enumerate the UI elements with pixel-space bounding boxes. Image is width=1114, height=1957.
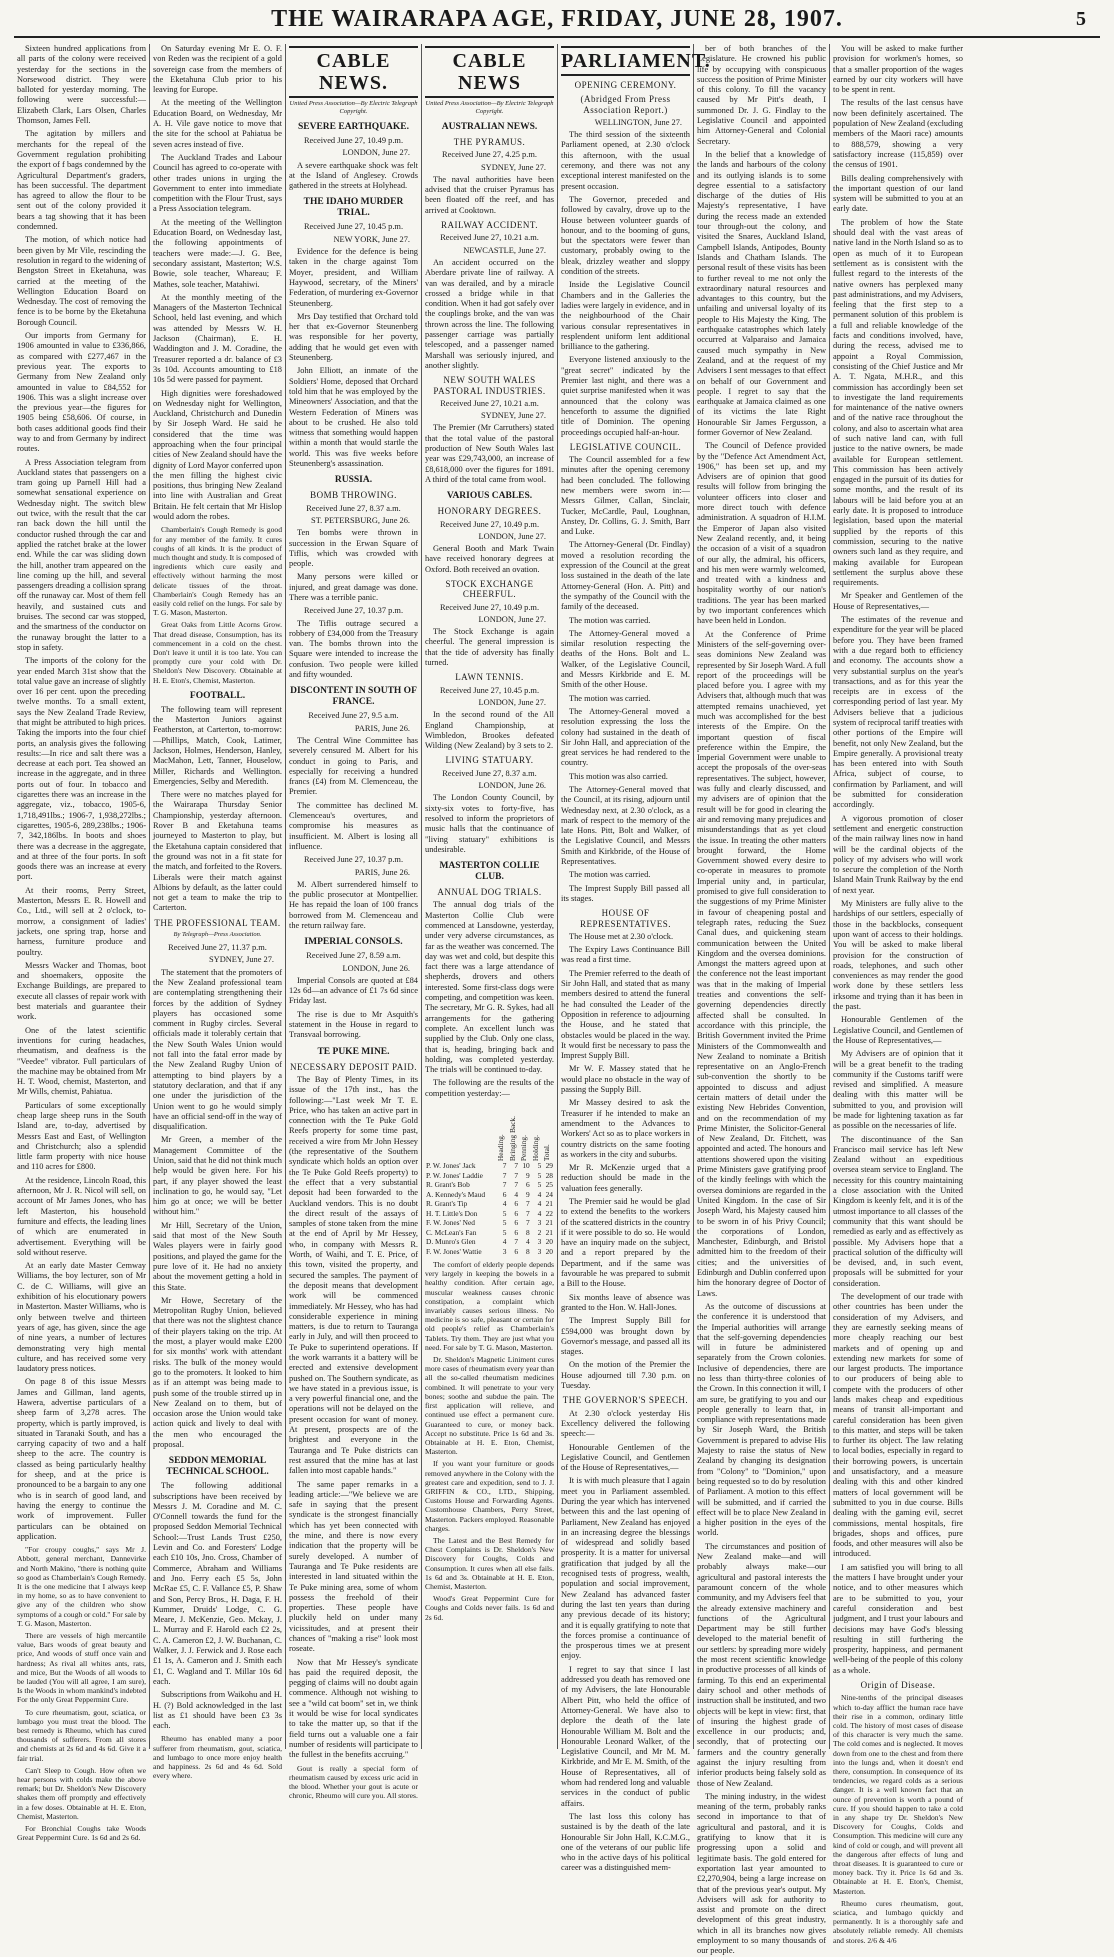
article-subheading: STOCK EXCHANGE CHEERFUL. xyxy=(445,578,534,600)
section-banner: CABLE NEWS. xyxy=(289,46,418,98)
table-row xyxy=(425,1190,554,1200)
article-paragraph: The Central Wine Committee has severely censured M. Albert for his conduct in going to Paris, and especially for receiving a hundred francs (£4) from M. Clemenceau, the Premier. xyxy=(289,735,418,797)
article-subheading: ANNUAL DOG TRIALS. xyxy=(437,887,542,898)
received-dateline: Received June 27, 8.37 a.m. xyxy=(442,768,537,778)
received-dateline: Received June 27, 8.59 a.m. xyxy=(306,951,401,961)
section-heading: RUSSIA. xyxy=(334,475,373,486)
score-cell: 4 xyxy=(502,1199,507,1209)
dog-name-cell: R. Grant's Tip xyxy=(426,1199,468,1209)
article-subheading: HONORARY DEGREES. xyxy=(437,506,542,517)
score-cell: 3 xyxy=(537,1237,542,1247)
score-cell: 7 xyxy=(502,1170,507,1180)
article-paragraph: General Booth and Mark Twain have received honorary degrees at Oxford. Both received an ovation. xyxy=(425,544,554,574)
article-paragraph: The Governor, preceded and followed by cavalry, drove up to the House between volunteer guards of honour, and to the booming of guns, but the spectators were fewer than customary, probably owing to the bleak, drizzley weather and sloppy condition of the streets. xyxy=(561,194,690,277)
dog-name-cell: A. Kennedy's Maud xyxy=(426,1189,486,1199)
received-dateline: Received June 27, 10.45 p.m. xyxy=(303,222,404,232)
received-dateline: Received June 27, 4.25 p.m. xyxy=(442,150,537,160)
article-paragraph: At an early date Master Cemway Williams, the boy lecturer, son of Mr C. de C. Williams, will give an exhibition of his elocutionary powers in Masterton. Master Williams, who is only between twelve and thirteen years of age, has given, since the age of nine years, a number of lectures demonstrating very high mental culture, and has received some very laudatory press notices. xyxy=(17,1261,146,1374)
article-subheading: HOUSE OF REPRESENTATIVES. xyxy=(579,908,672,929)
score-cell: 6 xyxy=(514,1227,519,1237)
article-paragraph: The Expiry Laws Continuance Bill was read a first time. xyxy=(561,945,690,965)
score-cell: 3 xyxy=(502,1246,507,1256)
received-dateline: Received June 27, 10.21 a.m. xyxy=(440,398,539,408)
column-5 xyxy=(558,44,711,1873)
article-paragraph: Honourable Gentlemen of the Legislative Council, and Gentlemen of the House of Representatives,— xyxy=(561,1442,690,1473)
article-paragraph: The motion was carried. xyxy=(569,693,651,703)
advertisement: For Bronchial Coughs take Woods Great Peppermint Cure. 1s 6d and 2s 6d. xyxy=(17,1824,146,1843)
column-1 xyxy=(14,44,150,1843)
score-cell: 7 xyxy=(526,1218,530,1228)
article-paragraph: The Council assembled for a few minutes after the opening ceremony had been concluded. The following new members were sworn in:—Messrs Gilmer, Callan, Sinclair, Tucker, McCardle, Paul, Loughnan, Anstey, Dr. Collins, G. J. Smith, Barr and Luke. xyxy=(561,455,690,537)
dog-name-cell: C. McLean's Fan xyxy=(426,1227,477,1237)
score-cell: 6 xyxy=(514,1218,519,1228)
column-6 xyxy=(694,44,830,1956)
article-paragraph: At the meeting of the Wellington Education Board, on Wednesday, Mr A. H. Vile gave notice to move that the site for the school at Pahiatua be seven acres instead of five. xyxy=(153,98,282,149)
article-paragraph: The discontinuance of the San Francisco mail service has left New Zealand without an expeditious oversea steam service to England. The necessity for this country maintaining a close association with the United Kingdom is keenly felt, and it is of the utmost importance to all classes of the community that this want should be remedied as early and as effectively as possible. My Advisers hope that a practical solution of the difficulty will be devised, and, in such event, proposals will be submitted for your consideration. xyxy=(833,1134,963,1288)
article-paragraph: The Premier referred to the death of Sir John Hall, and stated that as many members desired to attend the funeral he had consulted the Leader of the Opposition in reference to adjourning the House, and he stated that obstacles would be placed in the way. It would first be necessary to pass the Imprest Supply Bill. xyxy=(561,968,690,1061)
article-paragraph: The imports of the colony for the year ended March 31st show that the total value gave an increase of slightly over 16 per cent. upon the preceding twelve months. To a small extent, says the New Zealand Trade Review, that might be attributed to high prices. Taking the imports into the four chief ports, an analysis gives the following results:—In rice and salt there was a decrease at each port. Tea showed an increase in the aggregate, and in three ports out of four. In tobacco and cigarettes there was an increase in the aggregate, viz., tobacco, 1905-6, 1,718,491lbs.; 1906-7, 1,938,272lbs.; cigarettes, 1905-6, 289,238lbs.; 1906-7, 342,186lbs. In boots and shoes there was a decrease in the aggregate, and at three of the four ports. In soft goods there was an increase at every port. xyxy=(17,656,146,882)
page-number: 5 xyxy=(1076,8,1086,30)
table-row xyxy=(425,1228,554,1238)
dog-name-cell: P. W. Jones' Laddie xyxy=(426,1170,483,1180)
article-paragraph: The last loss this colony has sustained is by the death of the late Honourable Sir John Hall, K.C.M.G., one of the veterans of our public life who in the active days of his political career was a distinguished mem- xyxy=(561,1811,690,1873)
article-paragraph: Sixteen hundred applications from all parts of the colony were received yesterday for the sections in the Norsewood district. They were balloted for yesterday morning. The following were successful:—Elizabeth Clark, Lars Olsen, Charles Thomson, James Fell. xyxy=(17,44,146,126)
article-paragraph: At 2.30 o'clock yesterday His Excellency delivered the following speech:— xyxy=(561,1408,690,1439)
article-paragraph: As the outcome of discussions at the conference it is understood that the Imperial authorities will arrange that the self-governing dependencies will in future be administered separately from the Crown colonies. Inclusive of dependencies, there are no less than thirty-three colonies of the Crown. In this connection it will, I am sure, be gratifying to you and our people generally to learn that, in compliance with representations made by Sir Joseph Ward, the British Government is prepared to advise His Majesty to raise the status of New Zealand by changing its designation from "Colony" to "Dominion," upon being requested so to do by resolution of Parliament. A motion to this effect will be submitted, and if carried the effect will be to place New Zealand in a higher position in the eyes of the world. xyxy=(697,1301,826,1538)
score-cell: 7 xyxy=(514,1161,519,1171)
place-dateline: WELLINGTON, June 27. xyxy=(594,117,682,127)
article-paragraph: M. Albert surrendered himself to the public prosecutor at Montpellier. He has repaid the loan of 100 francs borrowed from M. Clemenceau and the return railway fare. xyxy=(289,879,418,930)
article-paragraph: Subscriptions from Waikohu and H. H. (?) Bold acknowledged in the last list as £1 should have been £3 3s each. xyxy=(153,1690,282,1731)
article-paragraph: ber of both branches of the Legislature. He crowned his public life by occupying with conspicuous success the position of Prime Minister of this colony. To fill the vacancy caused by Mr Pitt's death, I summoned Dr. J. G. Findlay to the Legislative Council and appointed him Attorney-General and Colonial Secretary. xyxy=(697,44,826,146)
score-cell: 5 xyxy=(502,1218,507,1228)
masthead xyxy=(0,0,1114,38)
score-cell: 5 xyxy=(537,1161,542,1171)
article-paragraph: The naval authorities have been advised that the cruiser Pyramus has been floated off the reef, and has arrived at Cooktown. xyxy=(425,174,554,215)
score-cell: 7 xyxy=(514,1237,519,1247)
score-cell: 6 xyxy=(502,1189,507,1199)
score-cell: 20 xyxy=(545,1246,553,1256)
article-paragraph: Our imports from Germany for 1906 amounted in value to £336,866, as compared with £277,467 in the previous year. The exports to Germany from New Zealand only amounted in value to £84,552 for 1906. This was a slight increase over the previous year—the figures for 1905 being £58,606. Of course, in both cases additional goods find their way to and from Germany by indirect routes. xyxy=(17,331,146,454)
article-paragraph: John Elliott, an inmate of the Soldiers' Home, deposed that Orchard told him that he was employed by the Mineowners' Association, and that the Western Federation of Miners was about to be crushed. He also told witness that something would happen within a month that would startle the world. This was five weeks before Steunenberg's assassination. xyxy=(289,366,418,469)
score-cell: 20 xyxy=(545,1237,553,1247)
score-cell: 6 xyxy=(514,1199,519,1209)
table-row xyxy=(425,1218,554,1228)
article-paragraph: There were no matches played for the Wairarapa Thursday Senior Championship, yesterday afternoon. Rover B and Eketahuna teams journeyed to Masterton to play, but the Eketahuna captain considered that the ground was not in a fit state for the match, and forfeited to the Rovers. Liberals were their match against Albions by default, as the latter could not get a team to make the trip to Carterton. xyxy=(153,790,282,913)
article-paragraph: The Attorney-General moved a resolution expressing the loss the colony had sustained in the death of Sir John Hall, and appreciation of the great services he had rendered to the country. xyxy=(561,706,690,768)
place-dateline: LONDON, June 27. xyxy=(478,697,546,707)
received-dateline: Received June 27, 10.37 p.m. xyxy=(303,606,404,616)
score-cell: 5 xyxy=(537,1170,542,1180)
article-paragraph: The committee has declined M. Clemenceau's overtures, and compromise his measures as insufficient. M. Albert is losing all influence. xyxy=(289,800,418,851)
article-subheading: THE PROFESSIONAL TEAM. xyxy=(154,917,281,928)
article-paragraph: The House met at 2.30 o'clock. xyxy=(569,931,674,941)
article-paragraph: At the meeting of the Wellington Education Board, on Wednesday last, the following appointments of teachers were made:—J. G. Bee, secondary assistant, Masterton; W.S. Bowie, sole teacher, Whareau; F. Mathes, sole teacher, Matahiwi. xyxy=(153,217,282,289)
table-row xyxy=(425,1199,554,1209)
table-row xyxy=(425,1161,554,1171)
article-paragraph: Ten bombs were thrown in succession in the Erwan Square of Tiflis, which was crowded with people. xyxy=(289,528,418,569)
section-heading: TE PUKE MINE. xyxy=(317,1046,390,1057)
article-paragraph: Imperial Consols are quoted at £84 12s 6d—an advance of £1 7s 6d since Friday last. xyxy=(289,975,418,1006)
article-paragraph: At the Conference of Prime Ministers of the self-governing over-seas dominions New Zealand was represented by Sir Joseph Ward. A full report of the proceedings will be placed before you. I agree with my Advisers that, although much that was attempted remains unachieved, yet much was accomplished for the best interests of the Empire. On the important question of fiscal preference within the Empire, the Imperial Government were unable to accept the proposals of the over-seas representatives. The subject, however, was fully and clearly discussed, and my advisers are of opinion that the result will be for good in clearing the air and removing many prejudices and misunderstandings that as yet cloud the issue. In treating the other matters brought forward, the Home Government showed every desire to co-operate in measures to promote Imperial unity and, in particular, promised to give full consideration to the suggestions of my Prime Minister in favour of cheapening postal and telegraph rates, reducing the Suez Canal dues, and quickening steam communication between the United Kingdom and the oversea dominions. Amongst the matters agreed upon at the conference not the least important was that in the making of Imperial treaties and conventions the self-governing dependencies directly affected shall be consulted. In accordance with this principle, the British Government invited the Prime Ministers of the Commonwealth and New Zealand to nominate a British representative on an Anglo-French sub-convention the shortly to be appointed to discuss and adjust certain matters of detail under the existing New Hebrides Convention, and on the recommendation of my Prime Minister, the Solicitor-General of New Zealand, Dr. Fitchett, was appointed and acted. The honours and attentions showered upon the visiting Prime Ministers gave gratifying proof of the kindly feelings with which the oversea dominions are regarded in the United Kingdom. In the case of Sir Joseph Ward, his Majesty caused him to be sworn in of his Privy Council; the corporations of London, Manchester, Edinburgh, and Bristol admitted him to the freedom of their cities; and the universities of Edinburgh and Dublin conferred upon him the honorary degree of Doctor of Laws. xyxy=(697,629,826,1298)
place-dateline: SYDNEY, June 27. xyxy=(481,162,546,172)
article-paragraph: The Council of Defence provided by the "Defence Act Amendment Act, 1906," has been set up, and my Advisers are of opinion that good results will follow from bringing the volunteer officers into closer and more direct touch with defence administration. A squadron of H.I.M. the Emperor of Japan also visited New Zealand recently, and, it being the occasion of a visit of a squadron of our ally, the admiral, his officers, and his men were warmly welcomed, and treated with a kindness and hospitality worthy of our nation's traditions. The year has been marked by two important conferences which have been held in London. xyxy=(697,441,826,626)
place-dateline: NEW YORK, June 27. xyxy=(333,234,410,244)
section-heading: SEDDON MEMORIAL TECHNICAL SCHOOL. xyxy=(166,1456,269,1478)
article-paragraph: Mr Hill, Secretary of the Union, said that most of the New South Wales players were in fairly good positions, and played the game for the pure love of it. He had no anxiety about the movement getting a hold in this State. xyxy=(153,1220,282,1292)
column-3 xyxy=(286,44,422,1801)
article-paragraph: High dignities were foreshadowed on Wednesday night for Wellington, Auckland, Christchurch and Dunedin by Sir Joseph Ward. He said he considered that the time was approaching when the four principal cities of New Zealand should have the dignity of Lord Mayor conferred upon the men filling the highest civic positions, thus bringing New Zealand into line with Australian and Great Britain. He felt certain that Mr Hislop would adorn the robes. xyxy=(153,388,282,522)
article-paragraph: The Premier said he would be glad to extend the benefits to the workers of the scattered districts in the country if it were possible to do so. He would have an inquiry made on the subject, and a report prepared by the Department, and if the same was favourable he was prepared to submit a Bill to the House. xyxy=(561,1196,690,1289)
received-dateline: Received June 27, 10.37 p.m. xyxy=(303,855,404,865)
article-paragraph: At the residence, Lincoln Road, this afternoon, Mr J. R. Nicol will sell, on account of Mr James Jones, who has left Masterton, his household furniture and effects, the leading lines of which are enumerated in advertisement. Everything will be sold without reserve. xyxy=(17,1175,146,1257)
advertisement: The comfort of elderly people depends very largely in keeping the bowels in a healthy condition. After certain age, muscular weakness causes chronic constipation, a complaint which invariably causes serious illness. No medicine is so safe, pleasant or certain for old people's relief as Chamberlain's Tablets. Try them. They are just what you need. For sale by T. G. Mason, Masterton. xyxy=(425,1260,554,1352)
article-paragraph: Mrs Day testified that Orchard told her that ex-Governor Steunenberg was responsible for her poverty, adding that he would get even with Steunenberg. xyxy=(289,311,418,363)
score-cell: 7 xyxy=(526,1199,530,1209)
section-heading: VARIOUS CABLES. xyxy=(446,491,533,502)
dog-name-cell: F. W. Jones' Ned xyxy=(426,1218,475,1228)
section-heading: FOOTBALL. xyxy=(189,690,246,701)
masthead-rule xyxy=(14,36,1100,38)
table-header: Total. xyxy=(542,1143,552,1161)
article-paragraph: The following team will represent the Masterton Juniors against Featherston, at Carterton, to-morrow:—Phillips, Match, Cook, Latimer, Jackson, Holmes, Henderson, Hanley, MacMahon, Lett, Tanner, Houselow, Miller, Richards and Wellington. Emergencies, Selby and Meredith. xyxy=(153,704,282,786)
advertisement: To cure rheumatism, gout, sciatica, or lumbago you must treat the blood. The best remedy is Rheumo, which has cured thousands of sufferers. From all stores and chemists at 2s 6d and 4s 6d. Give it a fair trial. xyxy=(17,1707,146,1763)
score-cell: 29 xyxy=(545,1161,553,1171)
place-dateline: LONDON, June 26. xyxy=(478,781,546,791)
article-paragraph: The Attorney-General moved a similar resolution respecting the deaths of the Hons. Bolt and L. Walker, of the Legislative Council, and Messrs Kirkbride and E. M. Smith of the other House. xyxy=(561,628,690,690)
section-banner: CABLE NEWS xyxy=(425,46,554,98)
article-paragraph: Many persons were killed or injured, and great damage was done. There was a terrible panic. xyxy=(289,572,418,602)
table-row xyxy=(425,1247,554,1257)
article-subheading: THE PYRAMUS. xyxy=(453,137,526,147)
article-paragraph: The circumstances and position of New Zealand make—and will probably always make—our agricultural and pastoral interests the paramount concern of the whole community, and my Advisers feel that the already extensive machinery and functions of the Agricultural Department may be still further developed to the material benefit of our settlers: by spreading more widely the most recent scientific knowledge in productive processes of all kinds of farming. To this end an experimental dairy school and other methods of instruction shall be instituted, and two objects will be kept in view: first, that of insuring the highest grade of excellence in our products; and, secondly, that of protecting our farmers and the country generally against the injury resulting from inferior products being falsely sold as those of New Zealand. xyxy=(697,1541,826,1788)
score-cell: 4 xyxy=(537,1208,542,1218)
article-paragraph: The same paper remarks in a leading article:—"We believe we are safe in saying that the present syndicate is the strongest financially which has yet been connected with the mine, and there is now every indication that the property will be surely developed. A number of Tauranga and Te Puke residents are interested in land situated within the Te Puke mining area, some of whom possess the freehold of their properties. These people have pluckily held on under many vicissitudes, and at present their chances of "making a rise" look most roseate. xyxy=(289,1479,418,1654)
article-paragraph: My Advisers are of opinion that it will be a great benefit to the trading community if the Customs tariff were revised and simplified. A measure dealing with this matter will be submitted to you, and provision will be made for lightening taxation as far as possible on the necessaries of life. xyxy=(833,1049,963,1131)
article-subheading: LEGISLATIVE COUNCIL. xyxy=(569,441,682,452)
table-row xyxy=(425,1209,554,1219)
place-dateline: NEWCASTLE, June 27. xyxy=(463,245,546,255)
score-cell: 8 xyxy=(526,1227,530,1237)
score-cell: 22 xyxy=(545,1208,553,1218)
score-cell: 7 xyxy=(514,1180,519,1190)
article-paragraph: The estimates of the revenue and expenditure for the year will be placed before you. They have been framed with a due regard both to efficiency and economy. The accounts show a very substantial surplus on the year's transactions, and as for this year the receipts are in excess of the corresponding period of last year. My Advisers believe that a judicious system of reciprocal tariff treaties with other portions of the Empire will benefit, not only New Zealand, but the Empire generally. A provisional treaty has been entered into with South Africa, subject of course, to confirmation by Parliament, and will be submitted for consideration accordingly. xyxy=(833,615,963,810)
article-subheading: BOMB THROWING. xyxy=(310,490,397,501)
score-cell: 21 xyxy=(545,1199,553,1209)
article-subheading: THE GOVERNOR'S SPEECH. xyxy=(562,1395,689,1406)
article-paragraph: The Tiflis outrage secured a robbery of £34,000 from the Treasury van. The bombs thrown into the Square were intended to increase the confusion. Two people were killed and fifty wounded. xyxy=(289,618,418,680)
article-subheading: (Abridged From Press Association Report.) xyxy=(580,94,671,115)
place-dateline: LONDON, June 27. xyxy=(342,148,410,158)
article-paragraph: Messrs Wacker and Thomas, boot and shoemakers, opposite the Exchange Buildings, are prepared to execute all classes of repair work with best materials and guarantee their work. xyxy=(17,960,146,1022)
table-header: Heading. xyxy=(495,1134,505,1161)
score-cell: 3 xyxy=(537,1246,542,1256)
article-paragraph: A Press Association telegram from Auckland states that passengers on a tram going up Parnell Hill had a somewhat sensational experience on Wednesday night. The switch blew out twice, with the result that the car ran back down the hill until the conductor rushed through the car and applied the ratchet brake at the lower end. While the car was sliding down the hill, another tram appeared on the line coming up the hill, and several passengers dreading a collision sprang off the runaway car. Most of them fell heavily, and sustained cuts and bruises. The second car was stopped, and the smartness of the conductor on the runaway brought the latter to a stop in safety. xyxy=(17,457,146,652)
section-banner: PARLIAMENT. xyxy=(561,46,690,76)
article-paragraph: The agitation by millers and merchants for the repeal of the Government regulation prohibiting the export of f bags condemned by the Agricultural Department's graders, has been successful. The department has agreed to allow the flour to be sent out of the colony provided it bears a tag showing that it has been condemned. xyxy=(17,129,146,232)
article-paragraph: The London County Council, by sixty-six votes to forty-five, has resolved to inform the proprietors of music halls that the continuance of "living statuary" exhibitions is undesirable. xyxy=(425,793,554,854)
page-columns xyxy=(14,44,1102,1956)
score-cell: 21 xyxy=(545,1218,553,1228)
score-cell: 4 xyxy=(526,1237,530,1247)
column-4 xyxy=(422,44,558,1749)
received-dateline: Received June 27, 9.5 a.m. xyxy=(308,711,399,721)
advertisement: Nine-tenths of the principal diseases which to-day afflict the human race have their rise in a common, ordinary little cold. The history of most cases of disease of this character is very much the same. The cold comes and is neglected. It moves down from one to the chest and from there into the lungs and, when it doesn't end there, consumption. In consequence of its tendencies, we regard colds as a serious danger. It is a well known fact that an ounce of prevention is worth a pound of cure. If you should happen to take a cold in any shape try Dr. Sheldon's New Discovery for Coughs, Colds and Consumption. This medicine will cure any kind of cold or cough, and will prevent all the dangerous after effects of lung and throat diseases. It is guaranteed to cure or money back. Try it. Price 1s 6d and 3s. Obtainable at H. E. Eton's, Chemist, Masterton. xyxy=(833,1693,963,1896)
dog-name-cell: H. T. Little's Don xyxy=(426,1208,478,1218)
advertisement: Can't Sleep to Cough. How often we hear persons with colds make the above remark; but Dr. Sheldon's New Discovery shakes them off promptly and effectively in a few doses. Obtainable at H. E. Eton, Chemist, Masterton. xyxy=(17,1765,146,1821)
article-paragraph: The development of our trade with other countries has been under the consideration of my Advisers, and they are earnestly seeking means of more cheaply reaching our best markets and of opening up and extending new markets for some of our largest products. The importance to our producers of being able to compete with the producers of other lands makes cheap and expeditious means of transit all-important and careful consideration has been given to this matter, and steps will be taken to further its object. The law relating to local bodies, especially in regard to their borrowing powers, is uncertain and unsatisfactory, and a measure dealing with this and other kindred matters of local government will be submitted to you in due course. Bills dealing with the gaming evil, secret commissions, mental hospitals, fire brigades, shops and offices, pure foods, and other measures will also be introduced. xyxy=(833,1292,963,1559)
received-dateline: Received June 27, 10.49 p.m. xyxy=(439,602,540,612)
advertisement: If you want your furniture or goods removed anywhere in the Colony with the greatest care and expedition, send to J. J. GRIFFIN & CO., LTD., Shipping, Customs House and Forwarding Agents. Customhouse Chambers, Perry Street, Masterton. Packers employed. Reasonable charges. xyxy=(425,1459,554,1533)
advertisement: The Latest and the Best Remedy for Chest Complaints is Dr. Sheldon's New Discovery for Coughs, Colds and Consumption. It cures when all else fails. 1s 6d and 3s. Obtainable at H. E. Eton, Chemist, Masterton. xyxy=(425,1535,554,1591)
score-cell: 6 xyxy=(526,1180,530,1190)
table-header: Penning. xyxy=(518,1134,528,1161)
score-cell: 9 xyxy=(526,1170,530,1180)
article-paragraph: My Ministers are fully alive to the hardships of our settlers, especially of those in the backblocks, consequent upon want of access to their holdings. You will be asked to make liberal provision for the construction of roads, telephones, and such other conveniences as may render the good work done by these settlers less irksome and trying than it has been in the past. xyxy=(833,899,963,1012)
article-subheading: LIVING STATUARY. xyxy=(445,755,534,766)
score-cell: 10 xyxy=(522,1161,530,1171)
place-dateline: LONDON, June 27. xyxy=(478,531,546,541)
article-paragraph: In the belief that a knowledge of the lands and harbours of the colony and its outlying islands is to some degree essential to a satisfactory discharge of the duties of His Majesty's representative, I have during the recess made an extended tour through-out the colony, and visited the Snares, Auckland Island, Campbell Islands, Antipodes, Bounty Islands and Chatham Islands. The personal result of these visits has been to further reveal to me not only the extraordinary natural resources and advantages to this country, but the unfailing and universal loyalty of its people to His Majesty the King. The earthquake catastrophes which lately occurred at Valparaiso and Jamaica caused much sympathy in New Zealand, and at the request of my Advisers I sent messages to that effect on behalf of our Government and people. I regret to say that the earthquake at Jamaica claimed as one of its victims the late Right Honourable Sir James Fergusson, a former Governor of New Zealand. xyxy=(697,149,826,437)
table-row xyxy=(425,1237,554,1247)
wire-credit: By Telegraph—Press Association. xyxy=(173,931,262,939)
article-paragraph: The Imprest Supply Bill for £594,000 was brought down by Governor's message, and passed all its stages. xyxy=(561,1316,690,1357)
place-dateline: PARIS, June 26. xyxy=(354,867,410,877)
score-cell: 8 xyxy=(526,1246,530,1256)
article-subheading: LAWN TENNIS. xyxy=(455,672,524,683)
article-paragraph: The problem of how the State should deal with the vast areas of native land in the North Island so as to open as much of it to European settlement as is consistent with the fullest regard to the interests of the native owners has perplexed many past administrations, and my Advisers, feeling that the first step to a permanent solution of this problem is a full and reliable knowledge of the facts and conditions involved, have, during the recess, advised me to appoint a Royal Commission, consisting of the Chief Justice and Mr A. T. Ngata, M.H.R., and this commission has accordingly been set to investigate the land requirements for maintenance of the native owners and of the native race throughout the colony, and also to ascertain what area of such native land can, with full justice to the native owners, be made available for European settlement. This commission has been actively engaged in the pursuit of its duties for some months, and the result of its labours will be laid before you at an early date. It is proposed to introduce legislation, based upon the material supplied by the reports of this commission, securing to the native owners such land as they require, and making available for European settlement the surplus above these requirements. xyxy=(833,217,963,588)
score-cell: 3 xyxy=(537,1218,542,1228)
article-paragraph: Inside the Legislative Council Chambers and in the Galleries the ladies were largely in evidence, and in the neighbourhood of the Chair various consular representatives in resplendent uniform lent additional brilliance to the gathering. xyxy=(561,280,690,352)
article-paragraph: Mr W. F. Massey stated that he would place no obstacle in the way of passing the Supply Bill. xyxy=(561,1064,690,1095)
article-paragraph: Everyone listened anxiously to the "great secret" indicated by the Premier last night, and there was a quiet surprise manifested when it was announced that the colony was henceforth to assume the dignified title of Dominion. The opening proceedings occupied half-an-hour. xyxy=(561,355,690,437)
dog-name-cell: R. Grant's Bob xyxy=(426,1180,470,1190)
article-paragraph: The rise is due to Mr Asquith's statement in the House in regard to Transvaal borrowing. xyxy=(289,1009,418,1040)
section-heading: SEVERE EARTHQUAKE. xyxy=(297,122,410,132)
score-cell: 7 xyxy=(502,1161,507,1171)
article-paragraph: The Premier (Mr Carruthers) stated that the total value of the pastoral production of New South Wales last year was £29,743,000, an increase of £8,618,000 over the figures for 1891. A third of the total came from wool. xyxy=(425,423,554,484)
score-cell: 4 xyxy=(537,1189,542,1199)
received-dateline: Received June 27, 11.37 p.m. xyxy=(168,943,267,953)
article-subheading: RAILWAY ACCIDENT. xyxy=(441,220,538,231)
article-paragraph: The third session of the sixteenth Parliament opened, at 2.30 o'clock this afternoon, with the usual ceremony, and there was not any exceptional interest manifested on the present occasion. xyxy=(561,130,690,191)
article-paragraph: Bills dealing comprehensively with the important question of our land system will be submitted to you at an early date. xyxy=(833,173,963,214)
article-paragraph: The Attorney-General (Dr. Findlay) moved a resolution recording the expression of the Council at the great loss sustained in the death of the late Attorney-General (Hon. A. Pitt) and the sympathy of the Council with the family of the deceased. xyxy=(561,540,690,612)
table-row xyxy=(425,1180,554,1190)
article-paragraph: At their rooms, Perry Street, Masterton, Messrs E. R. Howell and Co., Ltd., will sell at 2 o'clock, to-morrow, a consignment of ladies' jackets, one spring trap, horse and harness, furniture produce and poultry. xyxy=(17,885,146,957)
score-cell: 5 xyxy=(502,1227,507,1237)
advertisement: "For croupy coughs," says Mr J. Abbott, general merchant, Dannevirke and North Makino, "there is nothing quite so good as Chamberlain's Cough Remedy. It is the one medicine that I always keep in my home, so as to have convenient to give any of the children who show symptoms of a cough or cold." For sale by T. G. Mason, Masterton. xyxy=(17,1545,147,1628)
score-cell: 7 xyxy=(502,1180,507,1190)
article-paragraph: It is with much pleasure that I again meet you in Parliament assembled. During the year which has intervened between this and the last opening of Parliament, New Zealand has enjoyed in an increasing degree the blessings of widespread and solidly based prosperity. It is a matter for universal gratification that judged by all the recognised tests of progress, wealth, population and social improvement, New Zealand has advanced faster during the last ten years than during any previous decade of its history; and it is equally gratifying to note that the forces promise a continuance of the prosperous times we at present enjoy. xyxy=(561,1476,690,1661)
section-heading: AUSTRALIAN NEWS. xyxy=(441,122,538,132)
article-paragraph: Now that Mr Hessey's syndicate has paid the required deposit, the pegging of claims will no doubt again commence. Although not wishing to see a "wild cat boom" set in, we think it would be wise for local syndicates to take the matter up, so that if the field turns out a valuable one a fair number of residents will participate to the fullest in the benefits accruing." xyxy=(289,1657,418,1760)
article-paragraph: I regret to say that since I last addressed you death has removed one of my Advisers, the late Honourable Albert Pitt, who held the office of Attorney-General. We have also to deplore the death of the late Honourable William M. Bolt and the Honourable Leonard Walker, of the Legislative Council, and Mr M. M. Kirkbride, and Mr E. M. Smith, of the House of Representatives, all of whom had rendered long and valuable services in the conduct of public affairs. xyxy=(561,1664,690,1808)
dog-name-cell: F. W. Jones' Wattie xyxy=(426,1246,482,1256)
article-subheading: OPENING CEREMONY. xyxy=(574,80,677,90)
score-cell: 5 xyxy=(502,1208,507,1218)
advertisement: Wood's Great Peppermint Cure for Coughs and Colds never fails. 1s 6d and 2s 6d. xyxy=(425,1594,554,1622)
article-paragraph: The motion was carried. xyxy=(569,870,651,880)
article-paragraph: Honourable Gentlemen of the Legislative Council, and Gentlemen of the House of Representatives,— xyxy=(833,1015,964,1045)
article-paragraph: The motion was carried. xyxy=(569,615,651,625)
place-dateline: SYDNEY, June 27. xyxy=(481,411,546,421)
section-heading: THE IDAHO MURDER TRIAL. xyxy=(303,197,404,219)
article-paragraph: On Saturday evening Mr E. O. F. von Reden was the recipient of a gold sovereign case from the members of the Eketahuna Club prior to his leaving for Europe. xyxy=(153,44,282,95)
score-cell: 24 xyxy=(545,1189,553,1199)
dog-name-cell: P. W. Jones' Jack xyxy=(426,1161,476,1171)
score-cell: 4 xyxy=(502,1237,507,1247)
score-cell: 9 xyxy=(526,1189,530,1199)
article-paragraph: A severe earthquake shock was felt at the Island of Anglesey. Crowds gathered in the streets at Holyhead. xyxy=(289,160,418,191)
advertisement: Chamberlain's Cough Remedy is good for any member of the family. It cures coughs of all kinds. It is the product of much thought and study. It is composed of ingredients which cure easily and effectively without harming the most delicate tissues of the throat. Chamberlain's Cough Remedy has an easily cold relief on the lungs. For sale by T. G. Mason, Masterton. xyxy=(153,525,283,618)
score-cell: 21 xyxy=(545,1227,553,1237)
place-dateline: LONDON, June 26. xyxy=(342,963,410,973)
article-paragraph: An accident occurred on the Aberdare private line of railway. A van was derailed, and by a miracle crossed a bridge while in that condition. When it had got safely over the couplings broke, and the van was thrown across the line. The following passenger carriage was partially telescoped, and a passenger named Marshall was seriously injured, and another slightly. xyxy=(425,257,554,370)
column-7 xyxy=(830,44,966,1945)
score-cell: 5 xyxy=(537,1180,542,1190)
article-paragraph: Mr Howe, Secretary of the Metropolitan Rugby Union, believed that there was not the slightest chance of their players taking on the trip. At the most, a player would make £200 for six months' work with attendant risks. The bulk of the money would go to the promoters. It looked to him as if an attempt was being made to push some of the trouble stirred up in New Zealand on to them, but of occasion arose the Union would take action quick and lively to deal with the men who encouraged the proposal. xyxy=(153,1295,282,1449)
article-paragraph: Mr Massey desired to ask the Treasurer if he intended to make an amendment to the Advances to Workers' Act so as to place workers in country districts on the same footing as workers in the city and suburbs. xyxy=(561,1098,690,1159)
article-paragraph: The motion, of which notice had been given by Mr Vile, rescinding the resolution in regard to the widening of Bengston Street in Eketahuna, was carried at the meeting of the Wellington Education Board on Wednesday. The cost of removing the fence is to be borne by the Eketahuna Borough Council. xyxy=(17,235,146,327)
article-paragraph: On page 8 of this issue Messrs James and Gillman, land agents, Hawera, advertise particulars of a sheep farm of 3,278 acres. The property, which is partly improved, is situated in Taranaki South, and has a carrying capacity of two and a half sheep to the acre. The country is classed as being particularly healthy for sheep, and at the price is pronounced to be a bargain to any one who is in search of good land, and having the energy to continue the work of improvement. Fuller particulars can be obtained on application. xyxy=(17,1377,146,1541)
article-paragraph: The Auckland Trades and Labour Council has agreed to co-operate with other trades unions in urging the Government to enter into immediate competition with the Flour Trust, says a Press Association telegram. xyxy=(153,152,282,214)
score-cell: 7 xyxy=(526,1208,530,1218)
score-cell: 6 xyxy=(514,1208,519,1218)
received-dateline: Received June 27, 10.21 a.m. xyxy=(440,233,539,243)
table-header: Holding. xyxy=(530,1134,540,1161)
score-cell: 2 xyxy=(537,1227,542,1237)
article-paragraph: The Imprest Supply Bill passed all its stages. xyxy=(561,883,690,903)
section-heading: IMPERIAL CONSOLS. xyxy=(304,937,403,948)
article-paragraph: Particulars of some exceptionally cheap large sheep runs in the South Island are, to-day, advertised by Messrs East and East, of Wellington and Christchurch; also a splendid little farm property with nice house and 110 acres for £800. xyxy=(17,1100,146,1172)
advertisement: Gout is really a special form of rheumatism caused by excess uric acid in the blood. Whether your gout is acute or chronic, Rheumo will cure you. All stores. xyxy=(289,1763,418,1801)
wire-credit: United Press Association—By Electric Telegraph Copyright. xyxy=(425,100,554,115)
newspaper-title: THE WAIRARAPA AGE, FRIDAY, JUNE 28, 1907. xyxy=(271,6,843,32)
article-paragraph: You will be asked to make further provision for workmen's homes, so that a smaller proportion of the wages earned by our city workers will have to be spent in rent. xyxy=(833,44,963,95)
place-dateline: LONDON, June 27. xyxy=(478,614,546,624)
advertisement: Rheumo cures rheumatism, gout, sciatica, and lumbago quickly and permanently. It is a thoroughly safe and absolutely reliable remedy. All chemists and stores. 2/6 & 4/6 xyxy=(833,1898,963,1945)
score-cell: 25 xyxy=(545,1180,553,1190)
article-subheading: NECESSARY DEPOSIT PAID. xyxy=(290,1061,417,1072)
received-dateline: Received June 27, 8.37 a.m. xyxy=(306,503,401,513)
place-dateline: ST. PETERSBURG, June 26. xyxy=(311,515,410,525)
received-dateline: Received June 27, 10.45 p.m. xyxy=(439,685,540,695)
article-subheading: NEW SOUTH WALES PASTORAL INDUSTRIES. xyxy=(433,375,546,396)
article-paragraph: The annual dog trials of the Masterton Collie Club were commenced at Lansdowne, yesterday, under very adverse circumstances, as far as the weather was concerned. The day was wet and cold, but despite this fact there was a large attendance of shepherds, drovers and others interested. Some first-class dogs were competing, and competition was keen. The secretary, Mr G. R. Sykes, had all arrangements for the gathering complete. An excellent lunch was supplied by the Club. Only one class, that is, heading, bringing back and holding, was completed yesterday. The trials will be continued to-day. xyxy=(425,900,554,1075)
place-dateline: SYDNEY, June 27. xyxy=(209,955,274,965)
article-paragraph: I am satisfied you will bring to all the matters I have brought under your notice, and to other measures which are to be submitted to you, your careful consideration and best judgment, and I trust your labours and decisions may have God's blessing resulting in still furthering the prosperity, happiness, and permanent well-being of the people of this colony as a whole. xyxy=(833,1562,963,1675)
table-header: Bringing Back. xyxy=(507,1115,517,1161)
advertisement: Great Oaks from Little Acorns Grow. That dread disease, Consumption, has its commencement in a cold on the chest. Don't leave it until it is too late. You can promptly cure your cold with Dr. Sheldon's New Discovery. Obtainable at H. E. Eton's, Chemist, Masterton. xyxy=(153,620,282,685)
received-dateline: Received June 27, 10.49 p.m. xyxy=(303,136,404,145)
advertisement: There are vessels of high mercantile value, Bars woods of great beauty and price, And woods of stuff once vain and hardness; As rival all whites ants, rats, and mice, But the Woods of all woods to be lauded (You will all agree, I am sure), Is the Woods in whom mankind's indebted For the only Great Peppermint Cure. xyxy=(17,1630,146,1705)
article-paragraph: This motion was also carried. xyxy=(569,771,668,781)
table-row xyxy=(425,1171,554,1181)
article-paragraph: The statement that the promoters of the New Zealand professional team are contemplating strengthening their forces by the addition of Sydney players has occasioned some comment in Rugby circles. Several officials made it tolerably certain that the New South Wales Union would not fall into the fatal error made by the New Zealand Rugby Union of attempting to bind players by a statutory declaration, and that if any one under the jurisdiction of the Union went to go he would simply have an official send-off in the way of disqualification. xyxy=(153,967,282,1132)
article-subheading: Origin of Disease. xyxy=(860,1680,936,1691)
article-paragraph: The Stock Exchange is again cheerful. The general impression is that the tide of adversity has finally turned. xyxy=(425,627,554,668)
article-paragraph: Mr R. McKenzie urged that a reduction should be made in the valuation fees generally. xyxy=(561,1163,690,1193)
article-paragraph: One of the latest scientific inventions for curing headaches, rheumatism, and deafness is the "Veedee" vibrator. Full particulars of the machine may be obtained from Mr H. T. Wood, chemist, Masterton, and Mr Wills, chemist, Pahiatua. xyxy=(17,1025,146,1097)
article-paragraph: A vigorous promotion of closer settlement and energetic construction of the main railway lines now in hand will be the cardinal objects of the policy of my advisers who will work to secure the completion of the North Island Main Trunk Railway by the end of next year. xyxy=(833,813,963,895)
section-heading: DISCONTENT IN SOUTH OF FRANCE. xyxy=(290,686,417,708)
score-cell: 4 xyxy=(514,1189,519,1199)
article-paragraph: The results of the last census have now been definitely ascertained. The population of New Zealand (excluding members of the Maori race) amounts to 888,579, showing a very satisfactory increase (115,859) over the census of 1901. xyxy=(833,98,963,170)
article-paragraph: Mr Speaker and Gentlemen of the House of Representatives,— xyxy=(833,591,963,611)
article-paragraph: Evidence for the defence is being taken in the charge against Tom Moyer, president, and William Haywood, secretary, of the Miners' Federation, of murdering ex-Governor Steunenberg. xyxy=(289,247,418,308)
section-heading: MASTERTON COLLIE CLUB. xyxy=(439,861,540,883)
wire-credit: United Press Association—By Electric Telegraph Copyright. xyxy=(289,100,418,115)
received-dateline: Received June 27, 10.49 p.m. xyxy=(439,519,540,529)
score-cell: 6 xyxy=(514,1246,519,1256)
article-paragraph: At the monthly meeting of the Managers of the Masterton Technical School, held last evening, and which was attended by Messrs W. H. Jackson (Chairman), E. H. Waddington and J. M. Coradine, the Treasurer reported a dr. balance of £3 3s 10d. Accounts amounting to £18 10s 5d were passed for payment. xyxy=(153,292,282,385)
article-paragraph: The Bay of Plenty Times, in its issue of the 17th inst., has the following:—"Last week Mr T. E. Price, who has taken an active part in connection with the Te Puke Gold Reefs property for some time past, received a wire from Mr John Hessey (the representative of the Southern syndicate which holds an option over the Te Puke Gold Reefs property) to the effect that a very substantial deposit had been forwarded to the Auckland vendors. This is no doubt the direct result of the assays of samples of stone taken from the mine at the end of April by Mr Hessey, who, in company with Messrs R. Worth, of Waihi, and T. E. Price, of this town, visited the property, and secured the samples. The payment of the deposit means that development work will be commenced immediately. Mr Hessey, who has had considerable experience in mining matters, is due to return to Tauranga early in July, and will then proceed to Te Puke to superintend operations. If the work warrants it a battery will be erected and extensive development pushed on. The Southern syndicate, as we have stated in a previous issue, is a very powerful financial one, and the operations will not be delayed on the present occasion for want of money. At present, prospects are of the brightest and everyone in the Tauranga and Te Puke districts can rest assured that the mine has at last fallen into most capable hands." xyxy=(289,1074,418,1476)
article-paragraph: The following additional subscriptions have been received by Messrs J. M. Coradine and M. C. O'Connell towards the fund for the proposed Seddon Memorial Technical School:—Trust Lands Trust £250, Levin and Co. and Foresters' Lodge each £10 10s, Jno. Cross, Chamber of Commerce, Abraham and Williams and Jno. Ferry each £5 5s, John McRae £5, C. F. Vallance £5, P. Shaw and Son, Percy Bros., H. Daga, F. H. Kummer, Druids' Lodge, C. G. Meare, J. McKenzie, Geo. Mckay, J. L. Murray and F. Harold each £2 2s, C. A. Cameron £2, J. W. Buchanan, C. Walker, J. J. Ferwick and J. Rose each £1 1s, A. Cameron and J. Smith each £1, C. Wagland and T. Millar 10s 6d each. xyxy=(153,1481,282,1686)
article-paragraph: Mr Green, a member of the Management Committee of the Union, said that he did not think much help would be given here. For his part, if any player showed the least inclination to go, he would say, "Let him go at once; we will be better without him." xyxy=(153,1135,282,1217)
article-paragraph: The Attorney-General moved that the Council, at its rising, adjourn until Wednesday next, at 2.30 o'clock, as a mark of respect to the memory of the late Hons. Pitt, Bolt and Walker, of the Legislative Council, and Messrs Smith and Kirkbride, of the House of Representatives. xyxy=(561,785,690,867)
dog-name-cell: D. Munro's Glen xyxy=(426,1237,476,1247)
article-paragraph: On the motion of the Premier the House adjourned till 7.30 p.m. on Tuesday. xyxy=(561,1360,690,1391)
score-cell: 7 xyxy=(514,1170,519,1180)
article-paragraph: The following are the results of the competition yesterday:— xyxy=(425,1078,554,1098)
article-paragraph: In the second round of the All England Championship, at Wimbledon, Brookes defeated Wilding (New Zealand) by 3 sets to 2. xyxy=(425,710,554,751)
column-2 xyxy=(150,44,286,1781)
article-paragraph: Six months leave of absence was granted to the Hon. W. Hall-Jones. xyxy=(561,1292,690,1312)
score-cell: 28 xyxy=(545,1170,553,1180)
dog-trial-results-table xyxy=(425,1103,554,1256)
article-paragraph: The mining industry, in the widest meaning of the term, probably ranks second in importance to that of agricultural and pastoral, and it is gratifying to know that it is progressing upon a solid and legitimate basis. The gold entered for exportation last year amounted to £2,270,904, being a large increase on that of the previous year's output. My Advisers will ask for authority to assist and promote on the direct development of this great industry, which in all its branches now gives employment to so many thousands of our people. xyxy=(697,1791,826,1956)
advertisement: Rheumo has enabled many a poor sufferer from rheumatism, gout, sciatica, and lumbago to once more enjoy health and happiness. 2s 6d and 4s 6d. Sold every where. xyxy=(153,1734,282,1781)
place-dateline: PARIS, June 26. xyxy=(354,723,410,733)
score-cell: 4 xyxy=(537,1199,542,1209)
advertisement: Dr. Sheldon's Magnetic Liniment cures more cases of rheumatism every year than all the so-called rheumatism medicines combined. It will penetrate to your very bones; soothe and subdue the pain. The first application will relieve, and continued use effect a permanent cure. Guaranteed to cure, or money back. Accept no substitute. Price 1s 6d and 3s. Obtainable at H. E. Eton, Chemist, Masterton. xyxy=(425,1355,554,1457)
